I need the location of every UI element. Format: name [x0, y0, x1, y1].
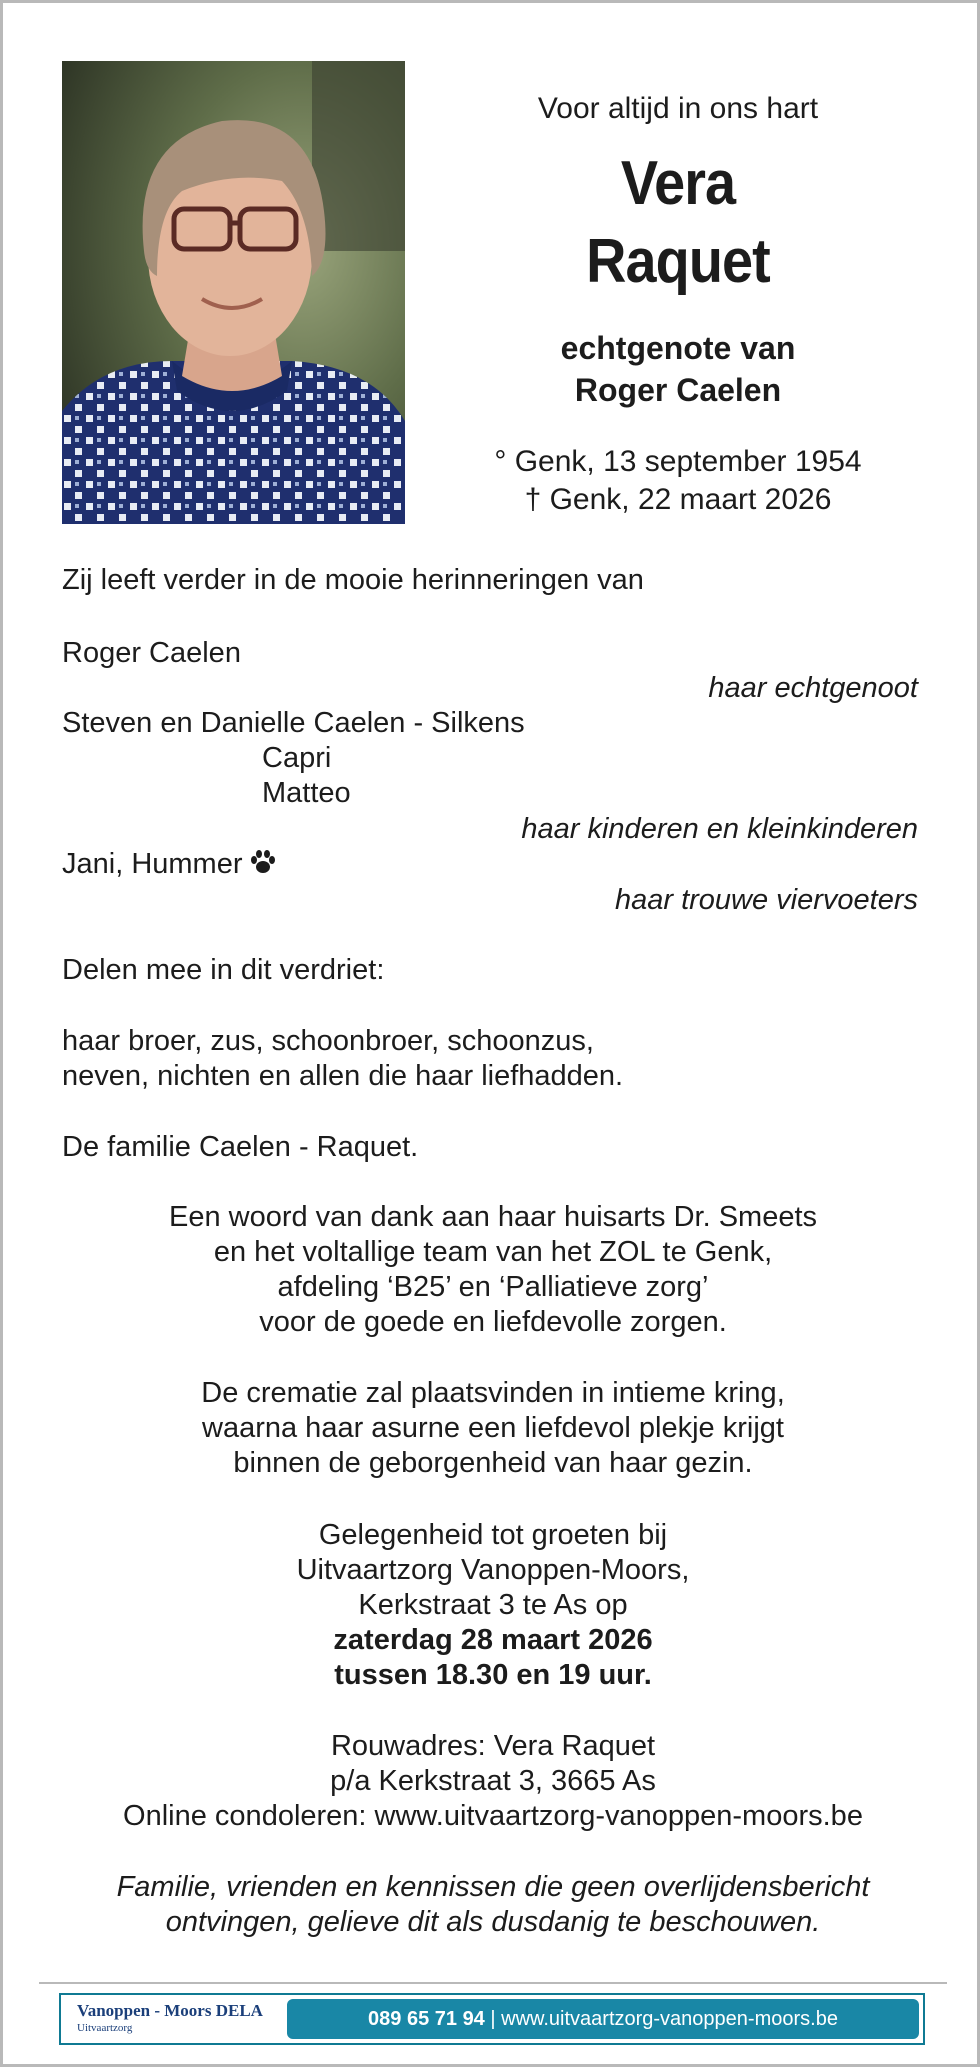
- share-intro: Delen mee in dit verdriet:: [62, 954, 385, 986]
- family-grandchild-2: Matteo: [262, 777, 351, 809]
- death-date: † Genk, 22 maart 2026: [524, 483, 832, 516]
- family-children: Steven en Danielle Caelen - Silkens: [62, 707, 525, 739]
- closing-line-1: Familie, vrienden en kennissen die geen overlijdensbericht: [116, 1871, 870, 1903]
- cremation-line-3: binnen de geborgenheid van haar gezin.: [233, 1447, 753, 1479]
- closing-line-2: ontvingen, gelieve dit als dusdanig te beschouwen.: [165, 1906, 821, 1938]
- family-children-role: haar kinderen en kleinkinderen: [521, 813, 918, 845]
- footer-contact-bar: [287, 1999, 919, 2039]
- thanks-line-1: Een woord van dank aan haar huisarts Dr. Smeets: [168, 1201, 818, 1233]
- logo-name: Vanoppen - Moors DELA: [77, 2001, 263, 2020]
- last-name: Raquet: [586, 227, 770, 296]
- spouse-line-1: echtgenote van: [560, 330, 796, 366]
- address-line-2: p/a Kerkstraat 3, 3665 As: [330, 1765, 656, 1797]
- family-pets: Jani, Hummer: [62, 848, 243, 880]
- footer-phone[interactable]: 089 65 71 94: [368, 2008, 485, 2030]
- motto: Voor altijd in ons hart: [537, 92, 819, 125]
- footer-banner: [59, 1993, 925, 2045]
- visitation-line-1: Gelegenheid tot groeten bij: [318, 1519, 668, 1551]
- portrait-illustration: [62, 61, 405, 524]
- visitation-line-3: Kerkstraat 3 te As op: [358, 1589, 628, 1621]
- logo-subtitle: Uitvaartzorg: [77, 2022, 133, 2034]
- condolences-line: Online condoleren: www.uitvaartzorg-vanoppen-moors.be: [123, 1800, 863, 1832]
- visitation-time: tussen 18.30 en 19 uur.: [334, 1659, 652, 1691]
- thanks-line-3: afdeling ‘B25’ en ‘Palliatieve zorg’: [277, 1271, 709, 1303]
- first-name: Vera: [620, 149, 736, 218]
- thanks-line-4: voor de goede en liefdevolle zorgen.: [259, 1306, 727, 1338]
- relatives-line-2: neven, nichten en allen die haar liefhadden.: [62, 1060, 624, 1092]
- cremation-line-2: waarna haar asurne een liefdevol plekje krijgt: [202, 1412, 784, 1444]
- header-block: [443, 83, 913, 519]
- address-line-1: Rouwadres: Vera Raquet: [330, 1730, 656, 1762]
- portrait-photo: [62, 61, 405, 524]
- footer-divider: [39, 1982, 947, 1984]
- relatives-line-1: haar broer, zus, schoonbroer, schoonzus,: [62, 1025, 594, 1057]
- spouse-line-2: Roger Caelen: [574, 372, 782, 408]
- family-spouse-role: haar echtgenoot: [708, 672, 918, 704]
- family-pets-line: [62, 847, 277, 884]
- visitation-line-2: Uitvaartzorg Vanoppen-Moors,: [296, 1554, 690, 1586]
- thanks-line-2: en het voltallige team van het ZOL te Genk,: [213, 1236, 773, 1268]
- family-signature: De familie Caelen - Raquet.: [62, 1131, 419, 1163]
- family-intro: Zij leeft verder in de mooie herinneringen van: [62, 564, 644, 596]
- visitation-date: zaterdag 28 maart 2026: [333, 1624, 653, 1656]
- family-pets-role: haar trouwe viervoeters: [614, 884, 918, 916]
- footer-website[interactable]: www.uitvaartzorg-vanoppen-moors.be: [501, 2008, 838, 2030]
- paw-icon: [249, 849, 277, 884]
- footer-separator: |: [484, 2008, 502, 2030]
- birth-date: ° Genk, 13 september 1954: [494, 445, 862, 478]
- family-spouse: Roger Caelen: [62, 637, 241, 669]
- family-grandchild-1: Capri: [262, 742, 332, 774]
- cremation-line-1: De crematie zal plaatsvinden in intieme kring,: [201, 1377, 785, 1409]
